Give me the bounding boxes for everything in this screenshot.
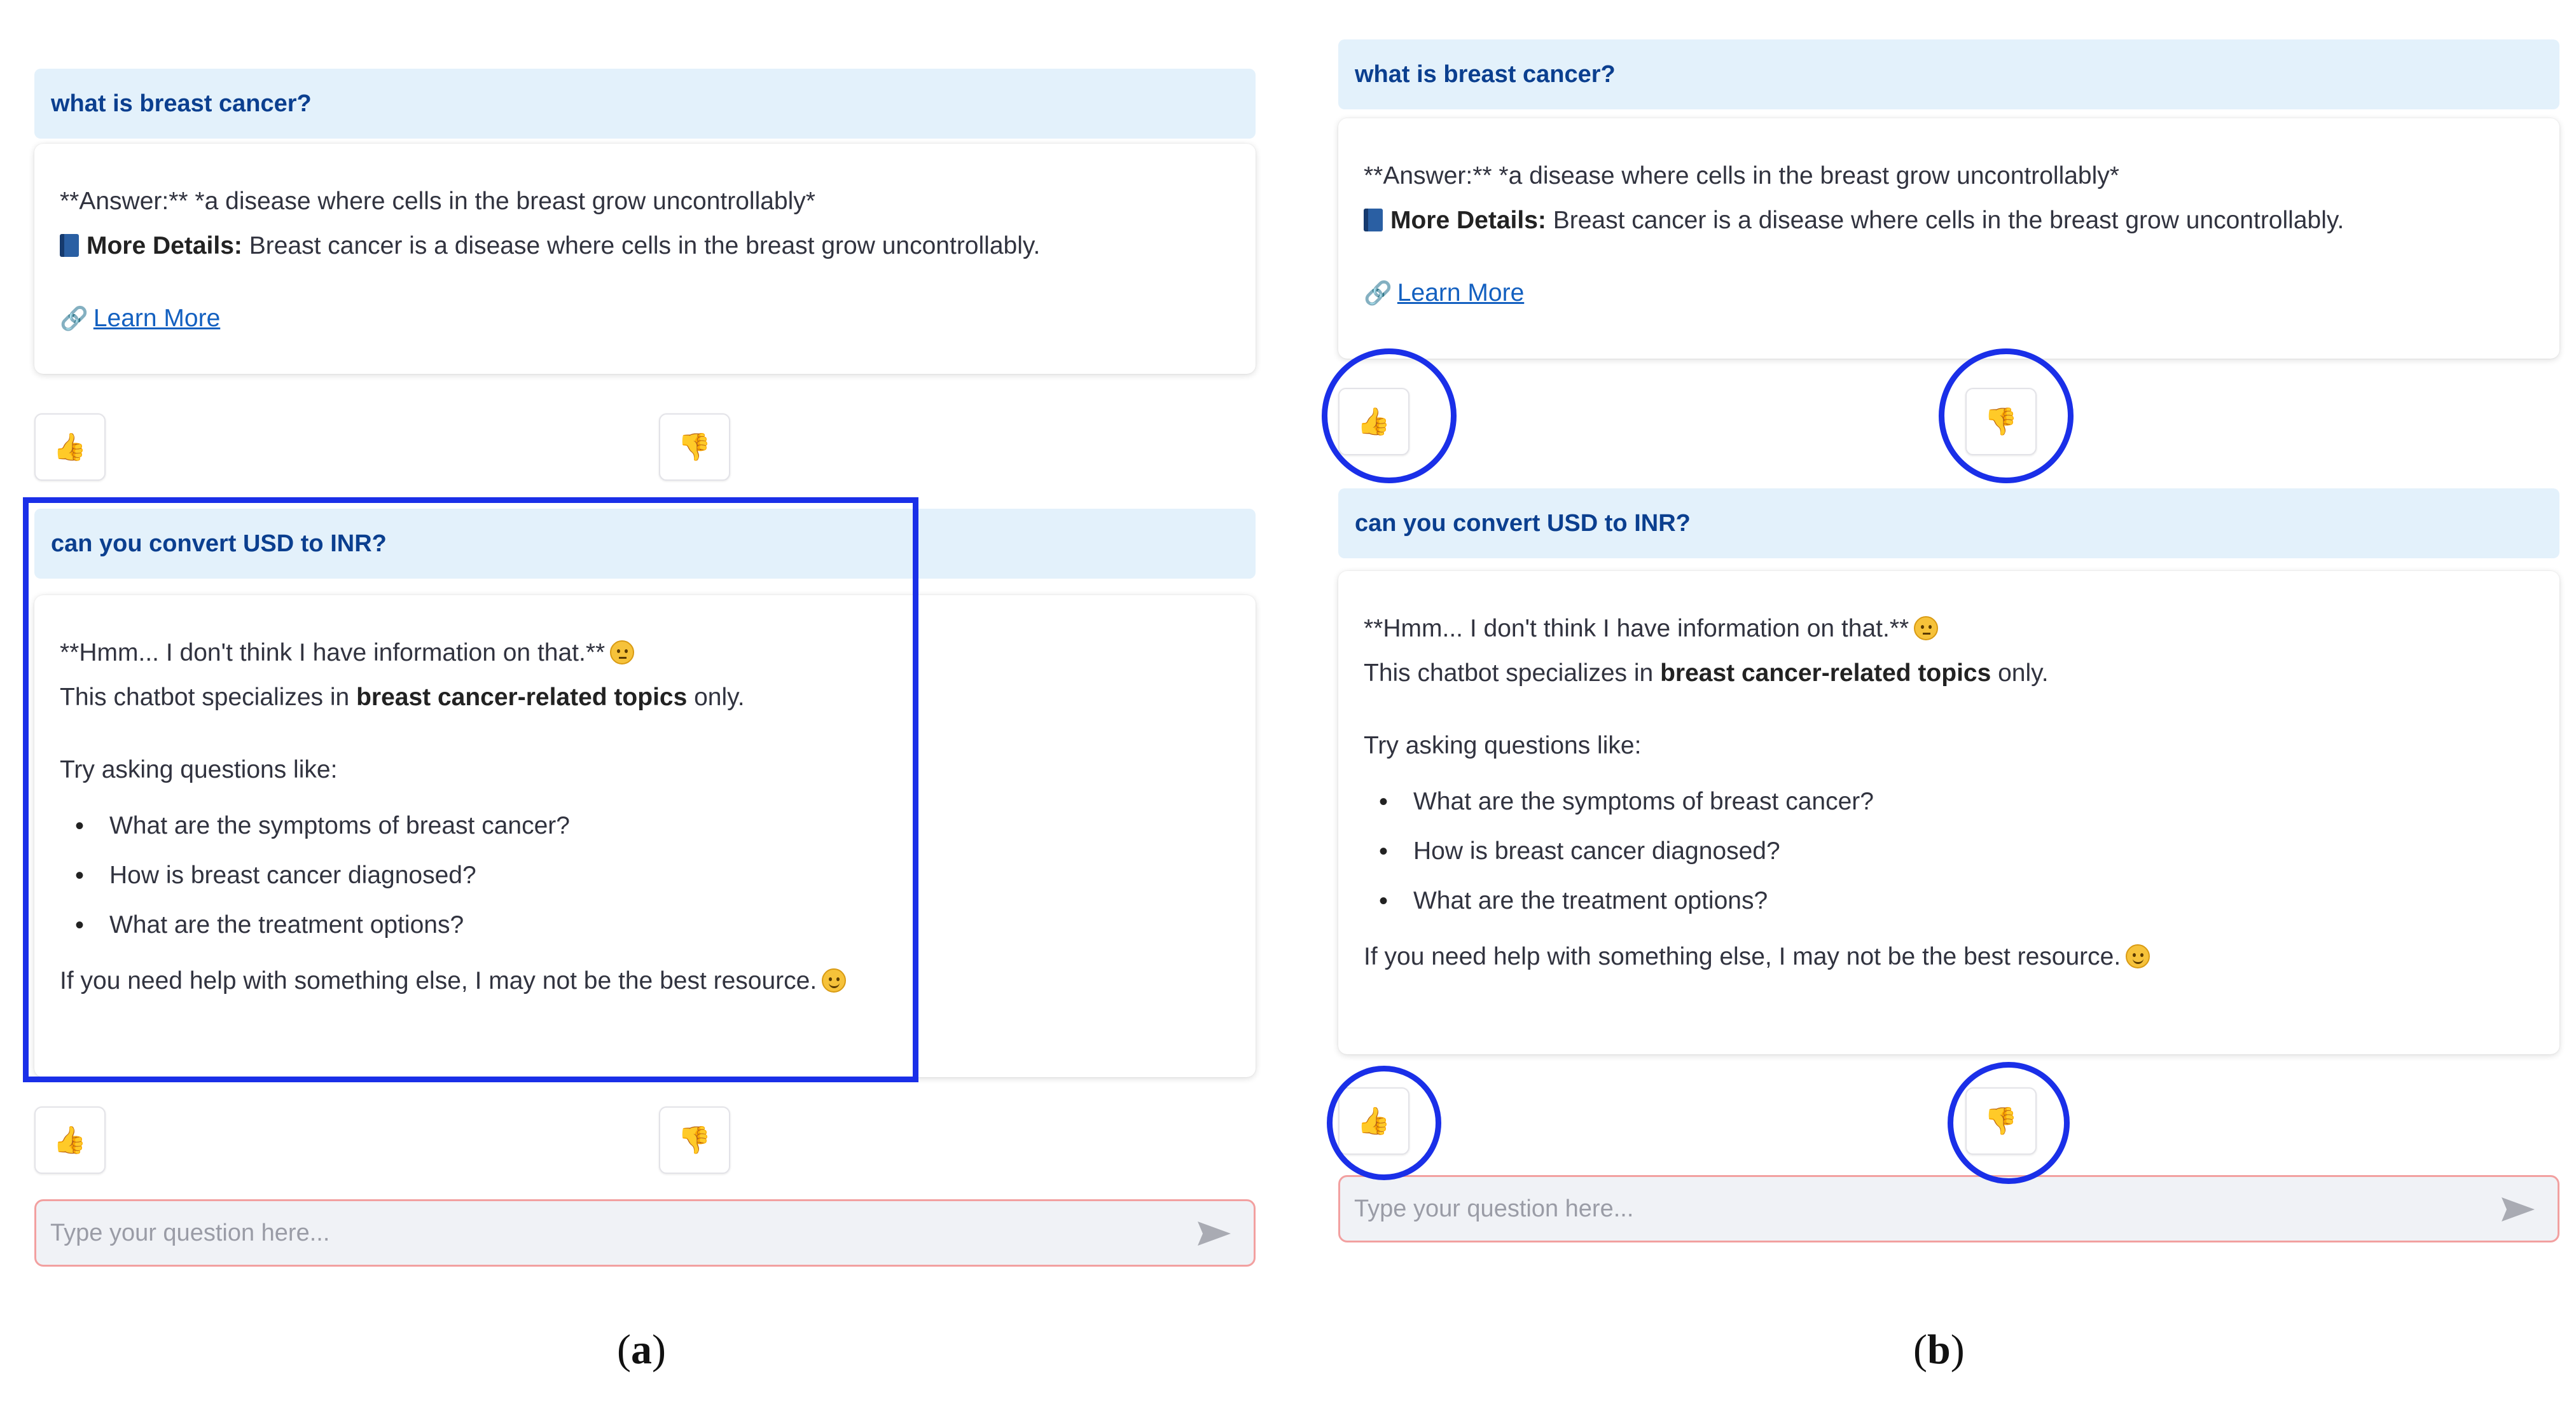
chat-input[interactable] [1340, 1177, 2472, 1241]
panel-a [25, 0, 1272, 1404]
closing-line: If you need help with something else, I may not be the best resource. [1364, 935, 2534, 979]
closing-line: If you need help with something else, I may not be the best resource. [60, 959, 1230, 1003]
details-text: Breast cancer is a disease where cells in the breast grow uncontrollably. [1546, 207, 2344, 234]
thumbs-up-button[interactable] [34, 413, 106, 481]
specializes-line: This chatbot specializes in breast cancer-related topics only. [1364, 659, 2049, 687]
thumbs-down-icon: 👎 [1984, 406, 2018, 436]
user-question-2: can you convert USD to INR? [1338, 488, 2559, 558]
user-question-1: what is breast cancer? [1338, 39, 2559, 109]
thumbs-down-icon: 👎 [677, 431, 712, 462]
annotation-circle-thumbs-up-1 [1322, 348, 1457, 483]
book-icon [60, 234, 79, 257]
annotation-circle-thumbs-down-2 [1948, 1062, 2070, 1184]
list-item: • What are the symptoms of breast cancer? [75, 801, 1230, 851]
caption-b: (b) [1913, 1326, 1965, 1373]
try-asking-label: Try asking questions like: [60, 756, 338, 783]
bot-answer-2 [1338, 571, 2559, 1054]
thumbs-up-icon: 👍 [1357, 1105, 1391, 1136]
thumbs-up-icon: 👍 [1357, 406, 1391, 436]
book-icon [1364, 209, 1383, 231]
thumbs-up-icon: 👍 [53, 1124, 87, 1155]
send-icon[interactable] [2500, 1195, 2536, 1224]
annotation-highlight-box [23, 497, 918, 1082]
panel-b [1329, 0, 2576, 1404]
details-label: More Details: [1390, 207, 1546, 234]
smile-emoji-icon [2126, 944, 2150, 968]
thinking-emoji-icon [1914, 616, 1938, 640]
learn-more-link[interactable]: Learn More [93, 305, 221, 332]
thumbs-down-button[interactable] [659, 413, 730, 481]
bot-answer-1 [1338, 118, 2559, 359]
suggestion-list [1364, 777, 2534, 926]
chat-input-container [34, 1199, 1256, 1267]
learn-more-link[interactable]: Learn More [1397, 279, 1525, 306]
learn-more-row [1364, 271, 2534, 315]
specializes-line: This chatbot specializes in breast cancer-related topics only. [60, 684, 745, 711]
send-icon[interactable] [1196, 1219, 1232, 1248]
thumbs-down-icon: 👎 [677, 1124, 712, 1155]
list-item: • What are the symptoms of breast cancer? [1379, 777, 2534, 827]
list-item: • How is breast cancer diagnosed? [75, 851, 1230, 900]
answer-line: **Answer:** *a disease where cells in the breast grow uncontrollably* [60, 188, 815, 215]
details-line [60, 224, 1230, 268]
link-icon: 🔗 [1364, 280, 1392, 306]
details-label: More Details: [87, 232, 242, 259]
chat-input-container [1338, 1175, 2559, 1242]
thumbs-up-button[interactable] [34, 1106, 106, 1174]
answer-line: **Answer:** *a disease where cells in the breast grow uncontrollably* [1364, 162, 2119, 189]
hmm-line: **Hmm... I don't think I have information on that.** [1364, 607, 2534, 651]
hmm-line: **Hmm... I don't think I have information on that.** [60, 631, 1230, 675]
user-question-1: what is breast cancer? [34, 69, 1256, 139]
details-text: Breast cancer is a disease where cells in the breast grow uncontrollably. [242, 232, 1041, 259]
list-item: • What are the treatment options? [1379, 876, 2534, 926]
list-item: • How is breast cancer diagnosed? [1379, 827, 2534, 876]
chat-input[interactable] [36, 1201, 1168, 1265]
list-item: • What are the treatment options? [75, 900, 1230, 950]
learn-more-row [60, 296, 1230, 341]
details-line [1364, 198, 2534, 243]
thumbs-down-icon: 👎 [1984, 1105, 2018, 1136]
bot-answer-1 [34, 144, 1256, 374]
user-question-2: can you convert USD to INR? [34, 509, 1256, 579]
annotation-circle-thumbs-up-2 [1327, 1066, 1441, 1180]
annotation-circle-thumbs-down-1 [1939, 348, 2074, 483]
thumbs-down-button[interactable] [659, 1106, 730, 1174]
try-asking-label: Try asking questions like: [1364, 732, 1642, 759]
caption-a: (a) [617, 1326, 666, 1373]
thumbs-up-icon: 👍 [53, 431, 87, 462]
link-icon: 🔗 [60, 305, 88, 331]
